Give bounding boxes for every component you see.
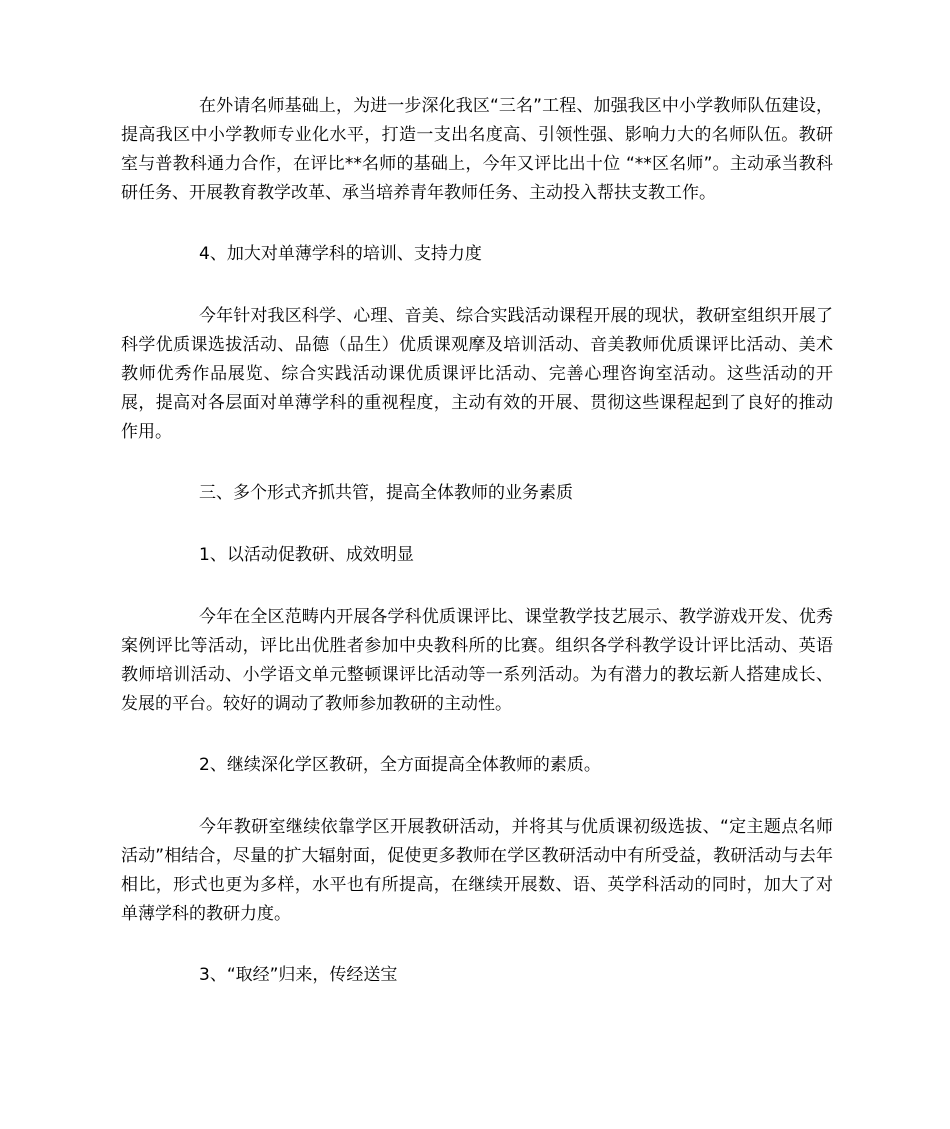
paragraph-activities: 今年在全区范畴内开展各学科优质课评比、课堂教学技艺展示、教学游戏开发、优秀案例评比等活动，评比出优胜者参加中央教科所的比赛。组织各学科教学设计评比活动、英语教师培训活动、小学语文单元整顿课评比活动等一系列活动。为有潜力的教坛新人搭建成长、发展的平台。较好的调动了教师参加教研的主动性。 [121, 607, 833, 714]
heading-weak-subjects: 4、加大对单薄学科的培训、支持力度 [199, 244, 482, 264]
document-page [121, 92, 833, 1023]
heading-learning-return: 3、“取经”归来，传经送宝 [199, 965, 398, 985]
heading-activities: 1、以活动促教研、成效明显 [199, 545, 414, 565]
heading-section-three: 三、多个形式齐抓共管，提高全体教师的业务素质 [199, 483, 573, 503]
paragraph-district-research: 今年教研室继续依靠学区开展教研活动，并将其与优质课初级选拔、“定主题点名师活动”相结合，尽量的扩大辐射面，促使更多教师在学区教研活动中有所受益，教研活动与去年相比，形式也更为多样，水平也有所提高，在继续开展数、语、英学科活动的同时，加大了对单薄学科的教研力度。 [121, 817, 833, 924]
paragraph-weak-subjects: 今年针对我区科学、心理、音美、综合实践活动课程开展的现状，教研室组织开展了科学优质课选拔活动、品德（品生）优质课观摩及培训活动、音美教师优质课评比活动、美术教师优秀作品展览、综合实践活动课优质课评比活动、完善心理咨询室活动。这些活动的开展，提高对各层面对单薄学科的重视程度，主动有效的开展、贯彻这些课程起到了良好的推动作用。 [121, 306, 833, 442]
heading-district-research: 2、继续深化学区教研，全方面提高全体教师的素质。 [199, 755, 601, 775]
paragraph-famous-teachers: 在外请名师基础上，为进一步深化我区“三名”工程、加强我区中小学教师队伍建设，提高我区中小学教师专业化水平，打造一支出名度高、引领性强、影响力大的名师队伍。教研室与普教科通力合作，在评比**名师的基础上，今年又评比出十位 “**区名师”。主动承当教科研任务、开展教育教学改革、承当培养青年教师任务、主动投入帮扶支教工作。 [121, 96, 833, 203]
